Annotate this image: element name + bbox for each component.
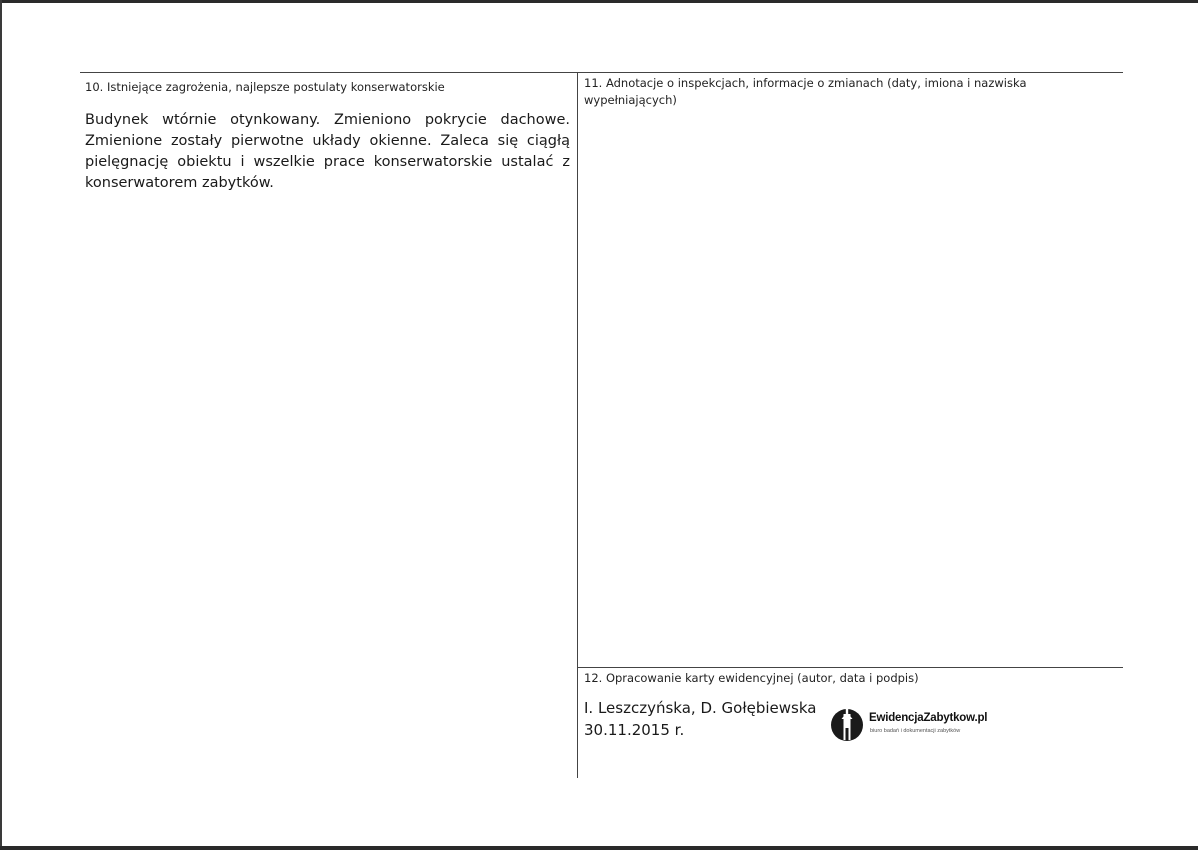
author-block: [584, 697, 816, 741]
section-10-text: [85, 110, 570, 194]
section-10-paragraph: Budynek wtórnie otynkowany. Zmieniono pokrycie dachowe. Zmienione zostały pierwotne układy okienne. Zaleca się ciągłą pielęgnację obiektu i wszelkie prace konserwatorskie ustalać z konserwatorem zabytków.: [85, 112, 570, 191]
author-date: 30.11.2015 r.: [584, 721, 685, 739]
table-top-border: [80, 72, 1123, 73]
section-12-border: [577, 667, 1123, 668]
author-names: I. Leszczyńska, D. Gołębiewska: [584, 699, 817, 717]
column-divider: [577, 72, 578, 778]
section-11-label: 11. Adnotacje o inspekcjach, informacje o zmianach (daty, imiona i nazwiska wypełniających): [584, 76, 1027, 107]
logo-tagline: biuro badań i dokumentacji zabytków: [870, 728, 961, 734]
building-silhouette-icon: [830, 706, 864, 744]
section-12-label: 12. Opracowanie karty ewidencyjnej (autor, data i podpis): [584, 671, 919, 685]
scan-edge-bottom: [0, 846, 1198, 850]
section-10-label: 10. Istniejące zagrożenia, najlepsze postulaty konserwatorskie: [85, 80, 445, 94]
logo-name: EwidencjaZabytkow.pl: [869, 712, 988, 724]
company-logo: [830, 706, 1000, 746]
scan-edge-left: [0, 0, 2, 850]
scan-edge-top: [0, 0, 1198, 3]
